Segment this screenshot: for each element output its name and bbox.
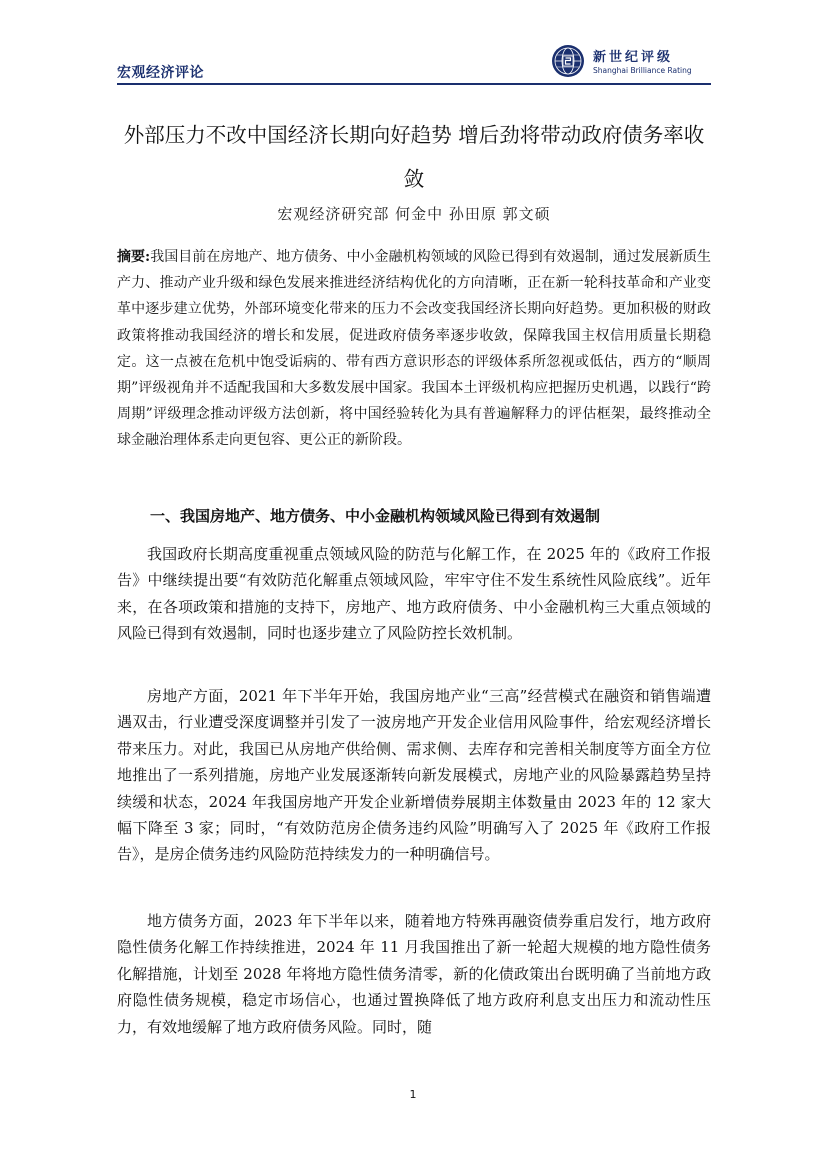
abstract	[117, 244, 711, 454]
body-paragraph: 我国政府长期高度重视重点领域风险的防范与化解工作，在 2025 年的《政府工作报告》中继续提出要“有效防范化解重点领域风险，牢牢守住不发生系统性风险底线”。近年来，在各项政策和措施的支持下，房地产、地方政府债务、中小金融机构三大重点领域的风险已得到有效遏制，同时也逐步建立了风险防控长效机制。	[117, 545, 711, 643]
series-title: 宏观经济评论	[117, 65, 204, 81]
authors-line: 宏观经济研究部 何金中 孙田原 郭文硕	[277, 205, 551, 223]
body-paragraph: 房地产方面，2021 年下半年开始，我国房地产业“三高”经营模式在融资和销售端遭遇双击，行业遭受深度调整并引发了一波房地产开发企业信用风险事件，给宏观经济增长带来压力。对此，我国已从房地产供给侧、需求侧、去库存和完善相关制度等方面全方位地推出了一系列措施，房地产业发展逐渐转向新发展模式，房地产业的风险暴露趋势呈持续缓和状态，2024 年我国房地产开发企业新增债券展期主体数量由 2023 年的 12 家大幅下降至 3 家；同时，“有效防范房企债务违约风险”明确写入了 2025 年《政府工作报告》，是房企债务违约风险防范持续发力的一种明确信号。	[117, 687, 711, 864]
brand-logo	[551, 44, 711, 80]
abstract-text: 我国目前在房地产、地方债务、中小金融机构领域的风险已得到有效遏制，通过发展新质生产力、推动产业升级和绿色发展来推进经济结构优化的方向清晰，正在新一轮科技革命和产业变革中逐步建立优势，外部环境变化带来的压力不会改变我国经济长期向好趋势。更加积极的财政政策将推动我国经济的增长和发展，促进政府债务率逐步收敛，保障我国主权信用质量长期稳定。这一点被在危机中饱受诟病的、带有西方意识形态的评级体系所忽视或低估，西方的“顺周期”评级视角并不适配我国和大多数发展中国家。我国本土评级机构应把握历史机遇，以践行“跨周期”评级理念推动评级方法创新，将中国经验转化为具有普遍解释力的评估框架，最终推动全球金融治理体系走向更包容、更公正的新阶段。	[117, 249, 712, 449]
section-heading: 一、我国房地产、地方债务、中小金融机构领域风险已得到有效遏制	[150, 507, 601, 525]
globe-emblem-icon	[551, 44, 585, 78]
page-number: 1	[409, 1088, 417, 1101]
page-title: 外部压力不改中国经济长期向好趋势 增后劲将带动政府债务率收敛	[123, 123, 705, 191]
abstract-label: 摘要:	[117, 249, 151, 265]
page-header	[117, 40, 711, 84]
body-paragraph: 地方债务方面，2023 年下半年以来，随着地方特殊再融资债券重启发行，地方政府隐性债务化解工作持续推进，2024 年 11 月我国推出了新一轮超大规模的地方隐性债务化解措施，计划至 2028 年将地方隐性债务清零，新的化债政策出台既明确了当前地方政府隐性债务规模，稳定市场信心，也通过置换降低了地方政府利息支出压力和流动性压力，有效地缓解了地方政府债务风险。同时，随	[117, 912, 711, 1036]
brand-name-cn: 新世纪评级	[593, 50, 674, 65]
header-divider	[117, 83, 711, 85]
brand-name-en: Shanghai Brilliance Rating	[593, 66, 692, 75]
